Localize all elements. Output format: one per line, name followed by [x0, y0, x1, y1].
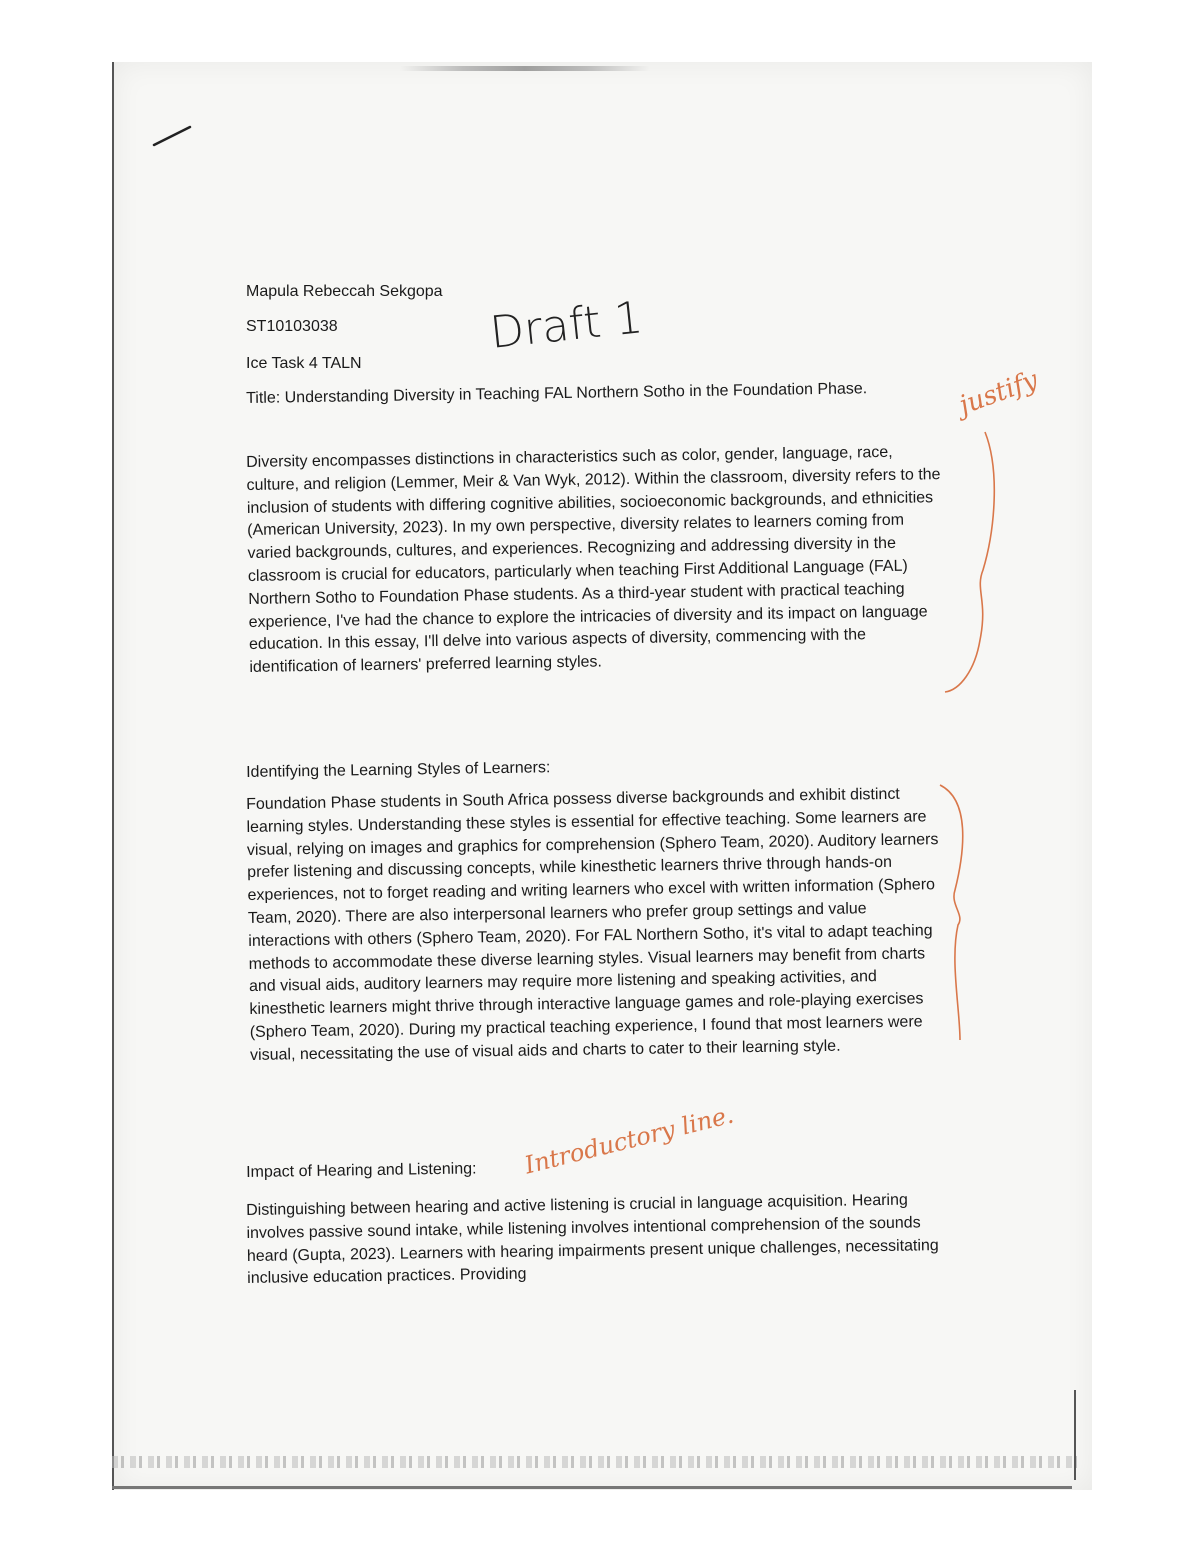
- learning-styles-paragraph: Foundation Phase students in South Africa possess diverse backgrounds and exhibit distinct learning styles. Understanding these styles is essential for effective teaching. Some learners are visual, relying on images and graphics for comprehension (Sphero Team, 2020). Auditory learners prefer listening and discussing concepts, while kinesthetic learners thrive through hands-on experiences, not to forget reading and writing learners who excel with written information (Sphero Team, 2020). There are also interpersonal learners who prefer group settings and value interactions with others (Sphero Team, 2020). For FAL Northern Sotho, it's vital to adapt teaching methods to accommodate these diverse learning styles. Visual learners may benefit from charts and visual aids, auditory learners may require more listening and speaking activities, and kinesthetic learners might thrive through interactive language games and role-playing exercises (Sphero Team, 2020). During my practical teaching experience, I found that most learners were visual, necessitating the use of visual aids and charts to cater to their learning style.: [246, 785, 939, 1064]
- margin-note-handwriting: justify: [955, 365, 1042, 421]
- intro-paragraph: Diversity encompasses distinctions in characteristics such as color, gender, language, race, culture, and religion (Lemmer, Meir & Van Wyk, 2012). Within the classroom, diversity refers to the inclusion of students with differing cognitive abilities, socioeconomic backgrounds, and ethnicities (American University, 2023). In my own perspective, diversity relates to learners coming from varied backgrounds, cultures, and experiences. Recognizing and addressing diversity in the classroom is crucial for educators, particularly when teaching First Additional Language (FAL) Northern Sotho to Foundation Phase students. As a third-year student with practical teaching experience, I've had the chance to explore the intricacies of diversity and its impact on language education. In this essay, I'll delve into various aspects of diversity, commencing with the identification of learners' preferred learning styles.: [246, 443, 941, 677]
- section-heading-learning-styles: Identifying the Learning Styles of Learners:: [246, 759, 551, 781]
- hearing-paragraph: Distinguishing between hearing and active listening is crucial in language acquisition. Hearing involves passive sound intake, while listening involves intentional comprehension of the sounds heard (Gupta, 2023). Learners with hearing impairments present unique challenges, necessitating inclusive education practices. Providing: [246, 1191, 939, 1288]
- essay-title: Title: Understanding Diversity in Teaching FAL Northern Sotho in the Foundation Phase.: [246, 380, 868, 407]
- author-name: Mapula Rebeccah Sekgopa: [246, 283, 443, 300]
- task-name: Ice Task 4 TALN: [246, 355, 362, 372]
- student-number: ST10103038: [246, 318, 338, 335]
- section-heading-hearing: Impact of Hearing and Listening:: [246, 1160, 477, 1181]
- red-bracket-intro: [945, 432, 994, 692]
- introductory-line-handwriting: Introductory line.: [521, 1100, 737, 1180]
- pencil-tick-mark: [154, 127, 190, 145]
- draft-handwriting: Draft 1: [487, 292, 646, 359]
